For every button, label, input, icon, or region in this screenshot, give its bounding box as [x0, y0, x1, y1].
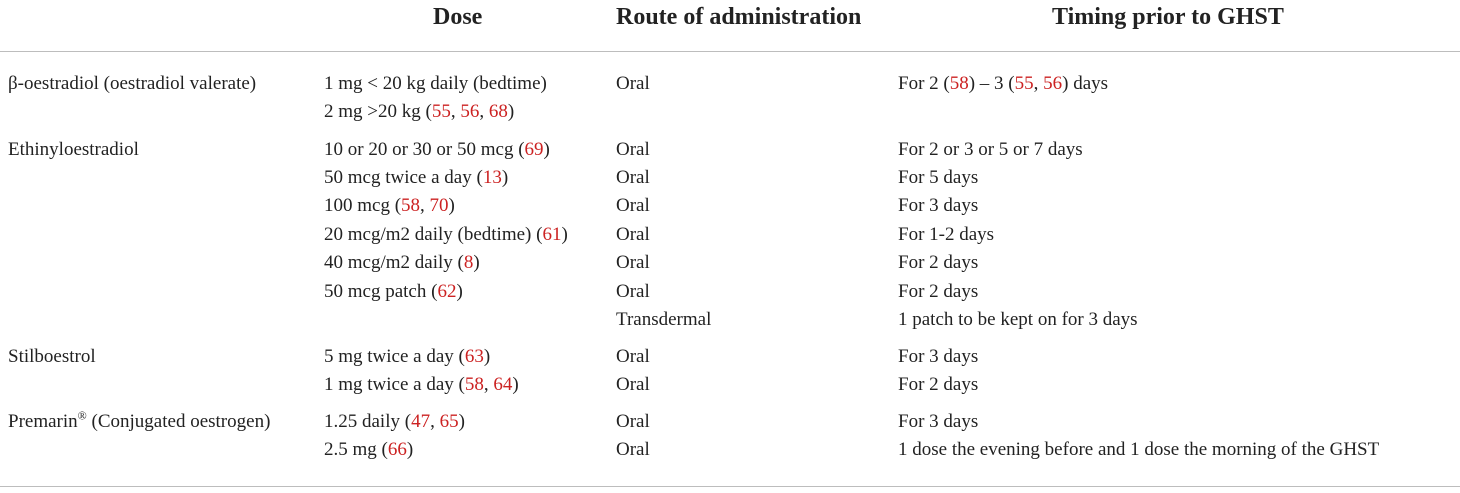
reference-link[interactable]: 8	[463, 252, 474, 273]
timing-cell: For 3 days	[898, 195, 979, 216]
reference-link[interactable]: 63	[464, 346, 484, 367]
reference-link[interactable]: 65	[439, 411, 459, 432]
dose-cell: 100 mcg (58, 70)	[324, 195, 455, 216]
drug-name: Premarin	[8, 411, 78, 432]
dose-text: 10 or 20 or 30 or 50 mcg	[324, 139, 514, 160]
table-row	[0, 371, 1460, 399]
drug-name-note: (Conjugated oestrogen)	[86, 411, 271, 432]
dose-text: 2 mg >20 kg	[324, 101, 421, 122]
timing-cell: 1 dose the evening before and 1 dose the morning of the GHST	[898, 439, 1380, 460]
bottom-rule	[0, 486, 1460, 487]
table-row	[0, 192, 1460, 220]
reference-link[interactable]: 58	[949, 73, 969, 94]
timing-cell: For 2 (58) – 3 (55, 56) days	[898, 73, 1109, 94]
dose-cell: 1 mg twice a day (58, 64)	[324, 374, 519, 395]
timing-cell: For 3 days	[898, 346, 979, 367]
timing-cell: For 2 or 3 or 5 or 7 days	[898, 139, 1083, 160]
dose-cell	[324, 70, 547, 98]
route-cell: Oral	[616, 167, 650, 188]
reference-link[interactable]: 56	[1043, 73, 1063, 94]
dose-text: 1 mg < 20 kg daily (bedtime)	[324, 73, 547, 94]
header-timing: Timing prior to GHST	[1052, 4, 1284, 30]
drug-cell	[8, 343, 96, 371]
reference-link[interactable]: 69	[524, 139, 544, 160]
dose-text: 50 mcg twice a day	[324, 167, 472, 188]
drug-name: Ethinyloestradiol	[8, 139, 139, 160]
route-cell: Oral	[616, 374, 650, 395]
timing-cell: For 2 days	[898, 252, 979, 273]
table-row	[0, 436, 1460, 464]
dose-cell: 20 mcg/m2 daily (bedtime) (61)	[324, 224, 568, 245]
route-cell: Oral	[616, 224, 650, 245]
dose-text: 100 mcg	[324, 195, 390, 216]
route-cell: Oral	[616, 195, 650, 216]
reference-link[interactable]: 64	[493, 374, 513, 395]
reference-link[interactable]: 55	[1014, 73, 1034, 94]
dose-text: 5 mg twice a day	[324, 346, 454, 367]
dose-cell: 5 mg twice a day (63)	[324, 346, 491, 367]
route-cell: Oral	[616, 346, 650, 367]
table-row	[0, 306, 1460, 334]
reference-link[interactable]: 68	[488, 101, 508, 122]
dose-cell: 40 mcg/m2 daily (8)	[324, 252, 480, 273]
dose-text: 1.25 daily	[324, 411, 400, 432]
table-row	[0, 70, 1460, 98]
dose-cell: 2.5 mg (66)	[324, 439, 414, 460]
table-row	[0, 98, 1460, 126]
dose-text: 40 mcg/m2 daily	[324, 252, 453, 273]
dose-text: 20 mcg/m2 daily (bedtime)	[324, 224, 532, 245]
header-route: Route of administration	[616, 4, 862, 30]
reference-link[interactable]: 58	[464, 374, 484, 395]
route-cell: Transdermal	[616, 309, 712, 330]
table-row	[0, 249, 1460, 277]
route-cell: Oral	[616, 281, 650, 302]
table-row	[0, 343, 1460, 371]
timing-cell: For 2 days	[898, 374, 979, 395]
route-cell: Oral	[616, 139, 650, 160]
reference-link[interactable]: 13	[482, 167, 502, 188]
registered-mark: ®	[77, 408, 87, 423]
drug-cell	[8, 70, 256, 98]
timing-cell: For 1-2 days	[898, 224, 995, 245]
header-dose: Dose	[433, 4, 483, 30]
reference-link[interactable]: 66	[387, 439, 407, 460]
dose-cell: 2 mg >20 kg (55, 56, 68)	[324, 101, 515, 122]
dose-cell: 1.25 daily (47, 65)	[324, 411, 465, 432]
table-row	[0, 164, 1460, 192]
route-cell: Oral	[616, 73, 650, 94]
reference-link[interactable]: 47	[411, 411, 431, 432]
timing-cell: For 3 days	[898, 411, 979, 432]
reference-link[interactable]: 58	[401, 195, 421, 216]
dose-cell: 10 or 20 or 30 or 50 mcg (69)	[324, 139, 550, 160]
route-cell: Oral	[616, 411, 650, 432]
drug-cell	[8, 408, 270, 436]
dose-text: 1 mg twice a day	[324, 374, 454, 395]
dose-text: 50 mcg patch	[324, 281, 427, 302]
drug-cell	[8, 136, 139, 164]
reference-link[interactable]: 70	[429, 195, 449, 216]
reference-link[interactable]: 55	[431, 101, 451, 122]
timing-cell: For 5 days	[898, 167, 979, 188]
timing-cell: 1 patch to be kept on for 3 days	[898, 309, 1138, 330]
table-row	[0, 408, 1460, 436]
table-row	[0, 221, 1460, 249]
header-rule	[0, 51, 1460, 52]
dose-text: 2.5 mg	[324, 439, 377, 460]
reference-link[interactable]: 56	[460, 101, 480, 122]
dose-cell: 50 mcg patch (62)	[324, 281, 463, 302]
route-cell: Oral	[616, 252, 650, 273]
drug-name: β-oestradiol (oestradiol valerate)	[8, 73, 257, 94]
reference-link[interactable]: 62	[437, 281, 457, 302]
drug-name: Stilboestrol	[8, 346, 96, 367]
reference-link[interactable]: 61	[542, 224, 562, 245]
table-row	[0, 136, 1460, 164]
table-row	[0, 278, 1460, 306]
dose-cell: 50 mcg twice a day (13)	[324, 167, 509, 188]
timing-cell: For 2 days	[898, 281, 979, 302]
route-cell: Oral	[616, 439, 650, 460]
